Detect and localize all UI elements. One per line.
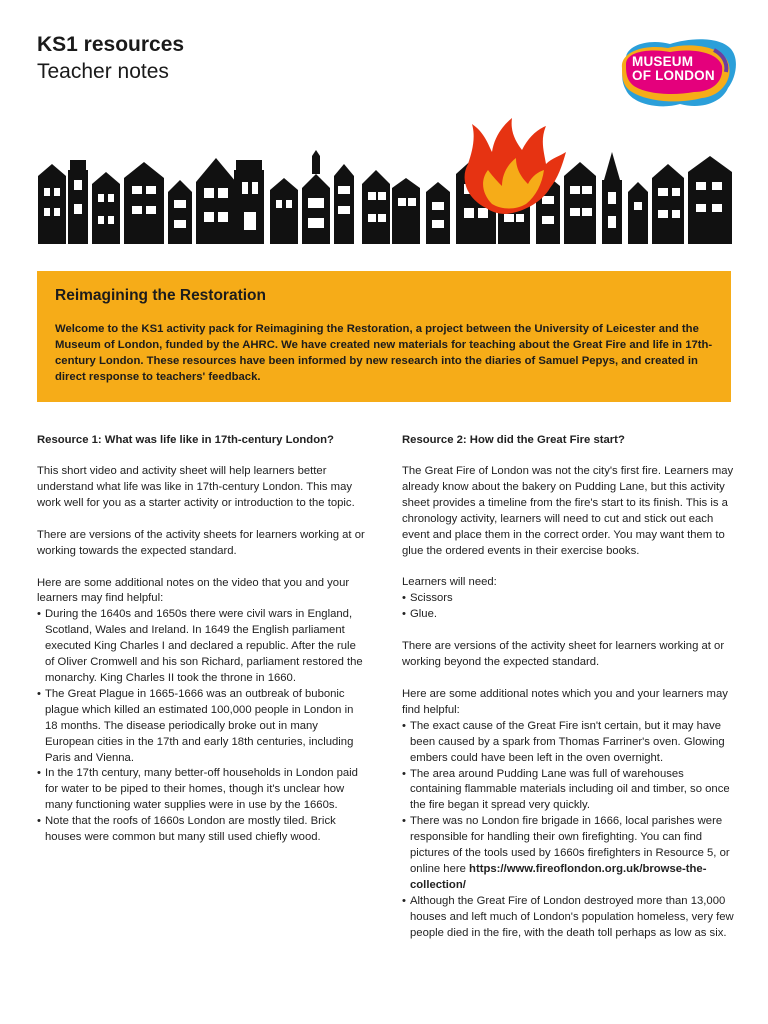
list-item: • During the 1640s and 1650s there were civil wars in England, Scotland, Wales and Ireland. In 1649 the English parliament executed King Charles I and declared a republic. After the rule of Oliver Cromwell and his son Richard, parliament restored the monarchy. King Charles II took the throne in 1660.: [37, 607, 367, 687]
list-item: • In the 17th century, many better-off households in London paid for water to be piped to their homes, though it's unclear how many functioning water supplies were in use by the 1660s.: [37, 766, 367, 814]
logo-line-1: MUSEUM: [632, 54, 694, 69]
list-item: [402, 814, 737, 894]
list-item: • The exact cause of the Great Fire isn't certain, but it may have been caused by a spark from Thomas Farriner's oven. Glowing embers could have been left in the oven overnight.: [402, 719, 737, 767]
resource-2-bullet-list: [402, 719, 737, 942]
list-item: • Scissors: [402, 591, 737, 607]
resource-2-heading: Resource 2: How did the Great Fire start?: [402, 434, 625, 446]
resource-2-para-1: The Great Fire of London was not the city's first fire. Learners may already know about the bakery on Pudding Lane, but this activity sheet provides a timeline from the fire's start to its finish. This is a chronology activity, learners will need to cut and stick out each event and place them in the correct order. You may want them to glue the ordered events in their exercise books.: [402, 465, 734, 557]
banner-title: Reimagining the Restoration: [55, 287, 266, 304]
resource-1-bullet-list: [37, 607, 367, 846]
fire-of-london-link[interactable]: https://www.fireoflondon.org.uk/browse-the-collection/: [410, 862, 707, 891]
resource-1-para-2: There are versions of the activity sheets for learners working at or working towards the expected standard.: [37, 528, 365, 557]
needs-label: Learners will need:: [402, 576, 497, 589]
bullet-3-text: There was no London fire brigade in 1666, local parishes were responsible for handling their own firefighting. You can find pictures of the tools used by 1660s firefighters in Resource 5, or online here: [410, 815, 730, 875]
museum-of-london-logo: [618, 38, 738, 110]
list-item: • Glue.: [402, 607, 737, 623]
list-item: • Although the Great Fire of London destroyed more than 13,000 houses and left much of London's population homeless, very few people died in the fire, with the death toll perhaps as low as six.: [402, 894, 737, 942]
resource-2-para-3: Here are some additional notes which you and your learners may find helpful:: [402, 687, 728, 716]
resource-1-para-1: This short video and activity sheet will help learners better understand what life was like in 17th-century London. This may work well for you as a starter activity or introduction to the topic.: [37, 465, 355, 509]
resource-1-column: [37, 432, 367, 846]
needs-list: [402, 591, 737, 623]
skyline-illustration: [36, 108, 736, 244]
intro-banner: [37, 271, 731, 402]
page-subtitle: Teacher notes: [37, 60, 169, 83]
banner-text: Welcome to the KS1 activity pack for Reimagining the Restoration, a project between the University of Leicester and the Museum of London, funded by the AHRC. We have created new materials for teaching about the Great Fire and life in 17th-century London. These resources have been informed by new research into the diaries of Samuel Pepys, and created in direct response to teachers' feedback.: [55, 323, 713, 383]
resource-1-heading: Resource 1: What was life like in 17th-century London?: [37, 434, 334, 446]
resource-1-para-3: Here are some additional notes on the video that you and your learners may find helpful:: [37, 576, 350, 605]
list-item: • Note that the roofs of 1660s London are mostly tiled. Brick houses were common but many still used chiefly wood.: [37, 814, 367, 846]
title-block: [37, 32, 184, 86]
page-title: KS1 resources: [37, 33, 185, 56]
list-item: • The Great Plague in 1665-1666 was an outbreak of bubonic plague which killed an estimated 100,000 people in London in 18 months. The disease periodically broke out in many European cities in the 17th and early 18th centuries, including Paris and Vienna.: [37, 687, 367, 767]
logo-line-2: OF LONDON: [632, 68, 715, 83]
resource-2-column: [402, 432, 737, 941]
resource-2-para-2: There are versions of the activity sheet for learners working at or working beyond the expected standard.: [402, 640, 725, 669]
logo-text: [632, 55, 715, 83]
list-item: • The area around Pudding Lane was full of warehouses containing flammable materials including oil and timber, so once the fire began it spread very quickly.: [402, 767, 737, 815]
